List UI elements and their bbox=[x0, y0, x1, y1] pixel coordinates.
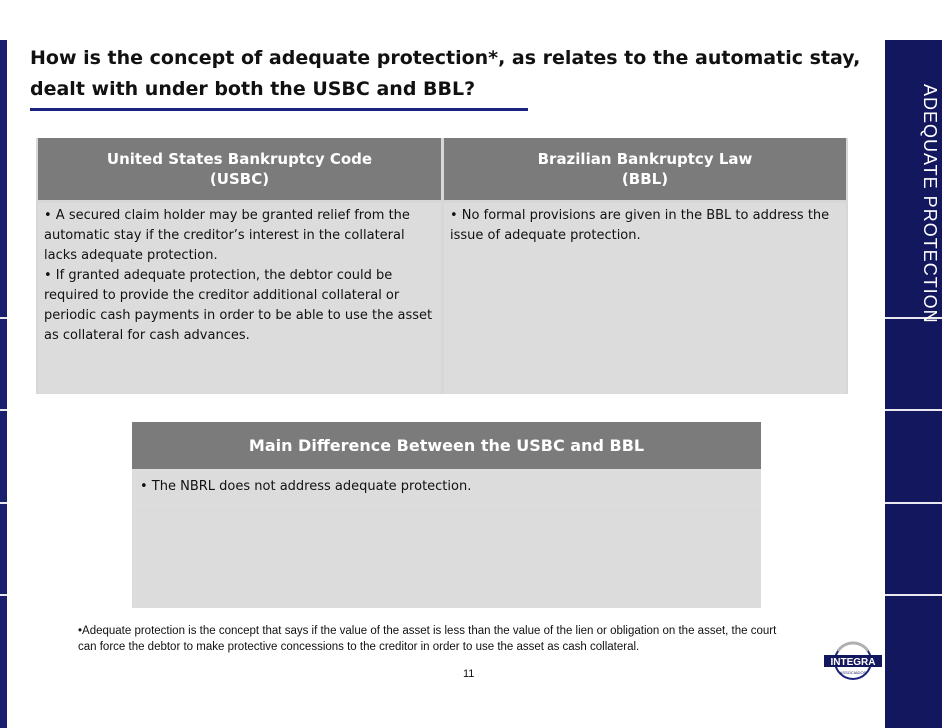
difference-header: Main Difference Between the USBC and BBL bbox=[132, 422, 761, 469]
comparison-table bbox=[36, 138, 848, 394]
bbl-bullet: • No formal provisions are given in the BBL to address the issue of adequate protection. bbox=[450, 208, 830, 243]
footnote: •Adequate protection is the concept that says if the value of the asset is less than the value of the lien or obligation on the asset, the court can force the debtor to make protective concessions to the creditor in order to use the asset as cash collateral. bbox=[78, 625, 777, 653]
difference-bullet: • The NBRL does not address adequate protection. bbox=[132, 472, 761, 504]
bbl-cell bbox=[444, 203, 846, 394]
usbc-header-abbrev: (USBC) bbox=[209, 170, 270, 188]
logo-subtitle: ASSOCIADOS bbox=[839, 670, 867, 675]
usbc-bullet: • A secured claim holder may be granted relief from the automatic stay if the creditor’s interest in the collateral lacks adequate protection. bbox=[44, 208, 410, 263]
slide-question: How is the concept of adequate protection*, as relates to the automatic stay, dealt with under both the USBC and BBL? bbox=[30, 47, 861, 100]
difference-empty-row bbox=[132, 507, 761, 608]
section-title: ADEQUATE PROTECTION bbox=[920, 84, 940, 324]
usbc-bullet: • If granted adequate protection, the debtor could be required to provide the creditor additional collateral or periodic cash payments in order to be able to use the asset as collateral for cash advances. bbox=[44, 268, 433, 343]
page-number: 11 bbox=[463, 668, 475, 680]
integra-logo bbox=[822, 639, 884, 681]
logo-wordmark: INTEGRA bbox=[830, 657, 876, 668]
left-accent-bar bbox=[0, 40, 7, 728]
usbc-header bbox=[38, 138, 441, 200]
title-underline bbox=[30, 108, 528, 111]
usbc-header-title: United States Bankruptcy Code bbox=[106, 150, 373, 168]
difference-table bbox=[132, 422, 761, 608]
usbc-cell bbox=[38, 203, 441, 394]
bbl-header bbox=[444, 138, 846, 200]
bbl-header-abbrev: (BBL) bbox=[621, 170, 669, 188]
bbl-header-title: Brazilian Bankruptcy Law bbox=[537, 150, 753, 168]
